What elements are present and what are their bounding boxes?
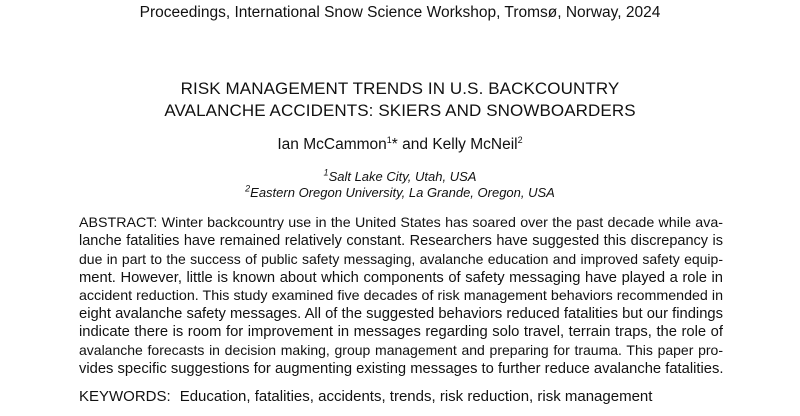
abstract-line: indicate there is room for improvement in messages regarding solo travel, terrain traps, the role of (79, 324, 723, 341)
affiliation-number: 1 (323, 167, 329, 178)
abstract-line: avalanche forecasts in decision making, group management and preparing for trauma. This paper pro- (79, 342, 723, 359)
title-line-2: AVALANCHE ACCIDENTS: SKIERS AND SNOWBOARDERS (164, 101, 636, 120)
author-connector: and (397, 136, 433, 153)
keywords (79, 387, 723, 406)
abstract-line: lanche fatalities have remained relatively constant. Researchers have suggested this discrepancy is (79, 233, 723, 250)
affiliation-number: 2 (245, 183, 251, 194)
author-name: Kelly McNeil (432, 136, 518, 153)
abstract-line: vides specific suggestions for augmenting existing messages to further reduce avalanche fatalities. (79, 360, 724, 377)
author-name: Ian McCammon (277, 136, 387, 153)
abstract-line: due in part to the success of public safety messaging, avalanche education and improved safety equip- (79, 251, 723, 268)
affiliation-superscript: 1 (386, 134, 392, 145)
keywords-text: Education, fatalities, accidents, trends, risk reduction, risk management (179, 388, 653, 405)
abstract-line: eight avalanche safety messages. All of the suggested behaviors reduced fatalities but our findings (79, 306, 723, 323)
affiliation-1 (0, 168, 800, 185)
author-list (0, 135, 800, 155)
affiliation-text: Salt Lake City, Utah, USA (328, 169, 477, 184)
title-line-1: RISK MANAGEMENT TRENDS IN U.S. BACKCOUNTRY (180, 79, 620, 98)
abstract-line: ment. However, little is known about which components of safety messaging have played a role in (79, 269, 723, 286)
abstract-line: ABSTRACT: Winter backcountry use in the United States has soared over the past decade while ava- (79, 215, 723, 231)
abstract-line: accident reduction. This study examined five decades of risk management behaviors recommended in (79, 287, 723, 304)
abstract (79, 214, 723, 378)
affiliation-2 (0, 184, 800, 201)
proceedings-header: Proceedings, International Snow Science Workshop, Tromsø, Norway, 2024 (139, 4, 661, 21)
affiliation-text: Eastern Oregon University, La Grande, Oregon, USA (250, 185, 555, 200)
keywords-label: KEYWORDS: (79, 388, 171, 405)
corresponding-author-mark: * (391, 136, 398, 153)
paper-title (0, 78, 800, 122)
affiliation-superscript: 2 (517, 134, 523, 145)
